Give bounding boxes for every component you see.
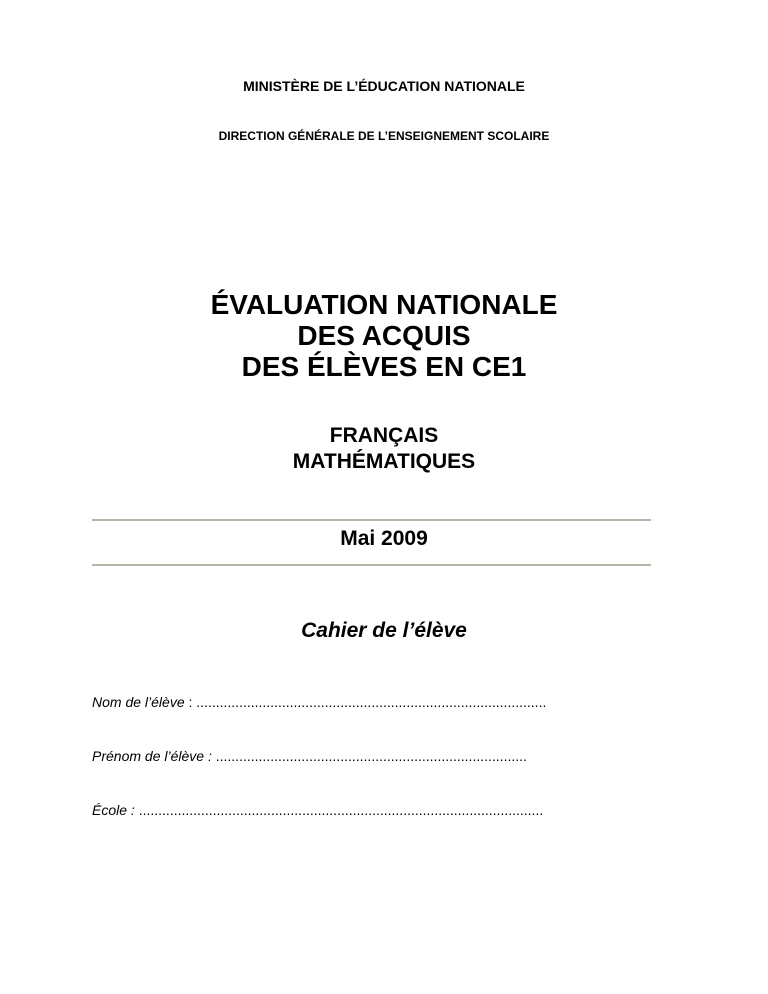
student-firstname-blank[interactable]: ................................................................................ <box>211 748 527 764</box>
student-name-field[interactable] <box>92 694 682 710</box>
title-line-1: ÉVALUATION NATIONALE <box>210 289 558 320</box>
school-blank[interactable]: ........................................................................................................ <box>134 802 544 818</box>
exam-date: Mai 2009 <box>340 527 428 550</box>
subjects-block <box>0 423 768 475</box>
date-divider-top <box>92 519 651 521</box>
student-firstname-label: Prénom de l’élève : <box>92 748 212 764</box>
date-divider-bottom <box>92 564 651 566</box>
student-firstname-field[interactable] <box>92 748 682 764</box>
title-line-3: DES ÉLÈVES EN CE1 <box>241 351 527 382</box>
ministry-heading: MINISTÈRE DE L’ÉDUCATION NATIONALE <box>243 78 525 94</box>
title-line-2: DES ACQUIS <box>297 320 471 351</box>
subject-math: MATHÉMATIQUES <box>292 450 476 473</box>
direction-heading: DIRECTION GÉNÉRALE DE L’ENSEIGNEMENT SCOLAIRE <box>218 129 550 143</box>
school-label: École : <box>92 802 135 818</box>
subject-french: FRANÇAIS <box>329 424 439 447</box>
student-name-label: Nom de l’élève <box>92 694 185 710</box>
document-title <box>0 289 768 382</box>
student-name-blank[interactable]: : .......................................................................................... <box>184 694 547 710</box>
booklet-title: Cahier de l’élève <box>301 619 467 642</box>
school-field[interactable] <box>92 802 682 818</box>
